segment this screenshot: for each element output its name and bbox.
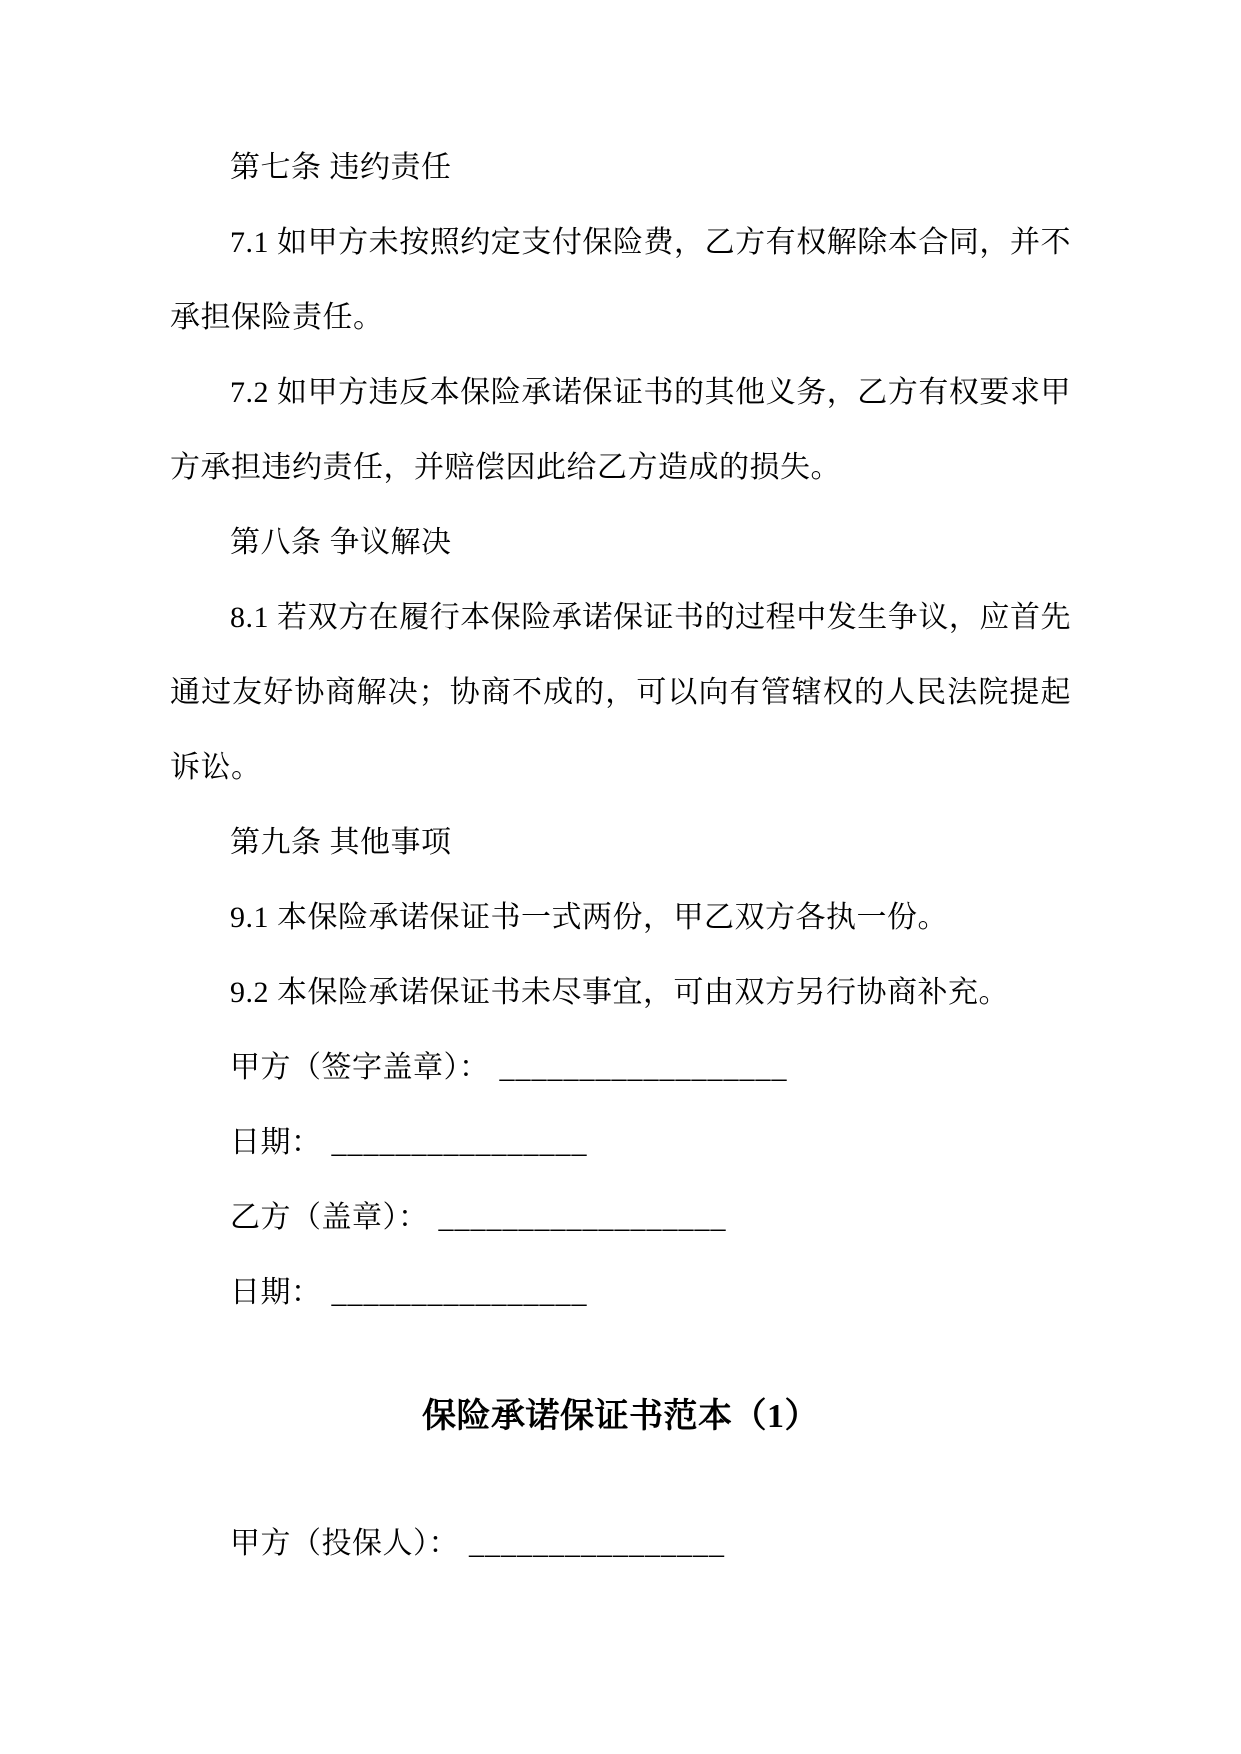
party-a-date-row (170, 1105, 1071, 1180)
party-b-date-row (170, 1255, 1071, 1330)
party-b-date-label: 日期： (230, 1276, 322, 1309)
article7-heading: 第七条 违约责任 (230, 151, 452, 184)
party-a-signature-row (170, 1030, 1071, 1105)
clause-8-1: 8.1 若双方在履行本保险承诺保证书的过程中发生争议，应首先通过友好协商解决；协商不成的，可以向有管辖权的人民法院提起诉讼。 (170, 601, 1071, 784)
party-a-signature-label: 甲方（签字盖章）： (230, 1051, 490, 1084)
next-doc-party-a-row (170, 1506, 1071, 1581)
clause-7-2: 7.2 如甲方违反本保险承诺保证书的其他义务，乙方有权要求甲方承担违约责任，并赔偿因此给乙方造成的损失。 (170, 376, 1071, 484)
party-b-signature-blank: __________________ (438, 1201, 727, 1234)
next-doc-party-a-label: 甲方（投保人）： (230, 1527, 459, 1560)
party-a-date-blank: ________________ (331, 1126, 588, 1159)
clause-7-1: 7.1 如甲方未按照约定支付保险费，乙方有权解除本合同，并不承担保险责任。 (170, 226, 1071, 334)
party-b-date-blank: ________________ (331, 1276, 588, 1309)
next-doc-party-a-blank: ________________ (469, 1527, 725, 1560)
party-a-date-label: 日期： (230, 1126, 322, 1159)
clause-9-2: 9.2 本保险承诺保证书未尽事宜，可由双方另行协商补充。 (230, 976, 1009, 1009)
next-document-title: 保险承诺保证书范本（1） (422, 1398, 819, 1435)
party-b-signature-row (170, 1180, 1071, 1255)
party-a-signature-blank: __________________ (499, 1051, 788, 1084)
article8-heading: 第八条 争议解决 (230, 526, 452, 559)
article9-heading: 第九条 其他事项 (230, 826, 452, 859)
party-b-signature-label: 乙方（盖章）： (230, 1201, 429, 1234)
clause-9-1: 9.1 本保险承诺保证书一式两份，甲乙双方各执一份。 (230, 901, 948, 934)
